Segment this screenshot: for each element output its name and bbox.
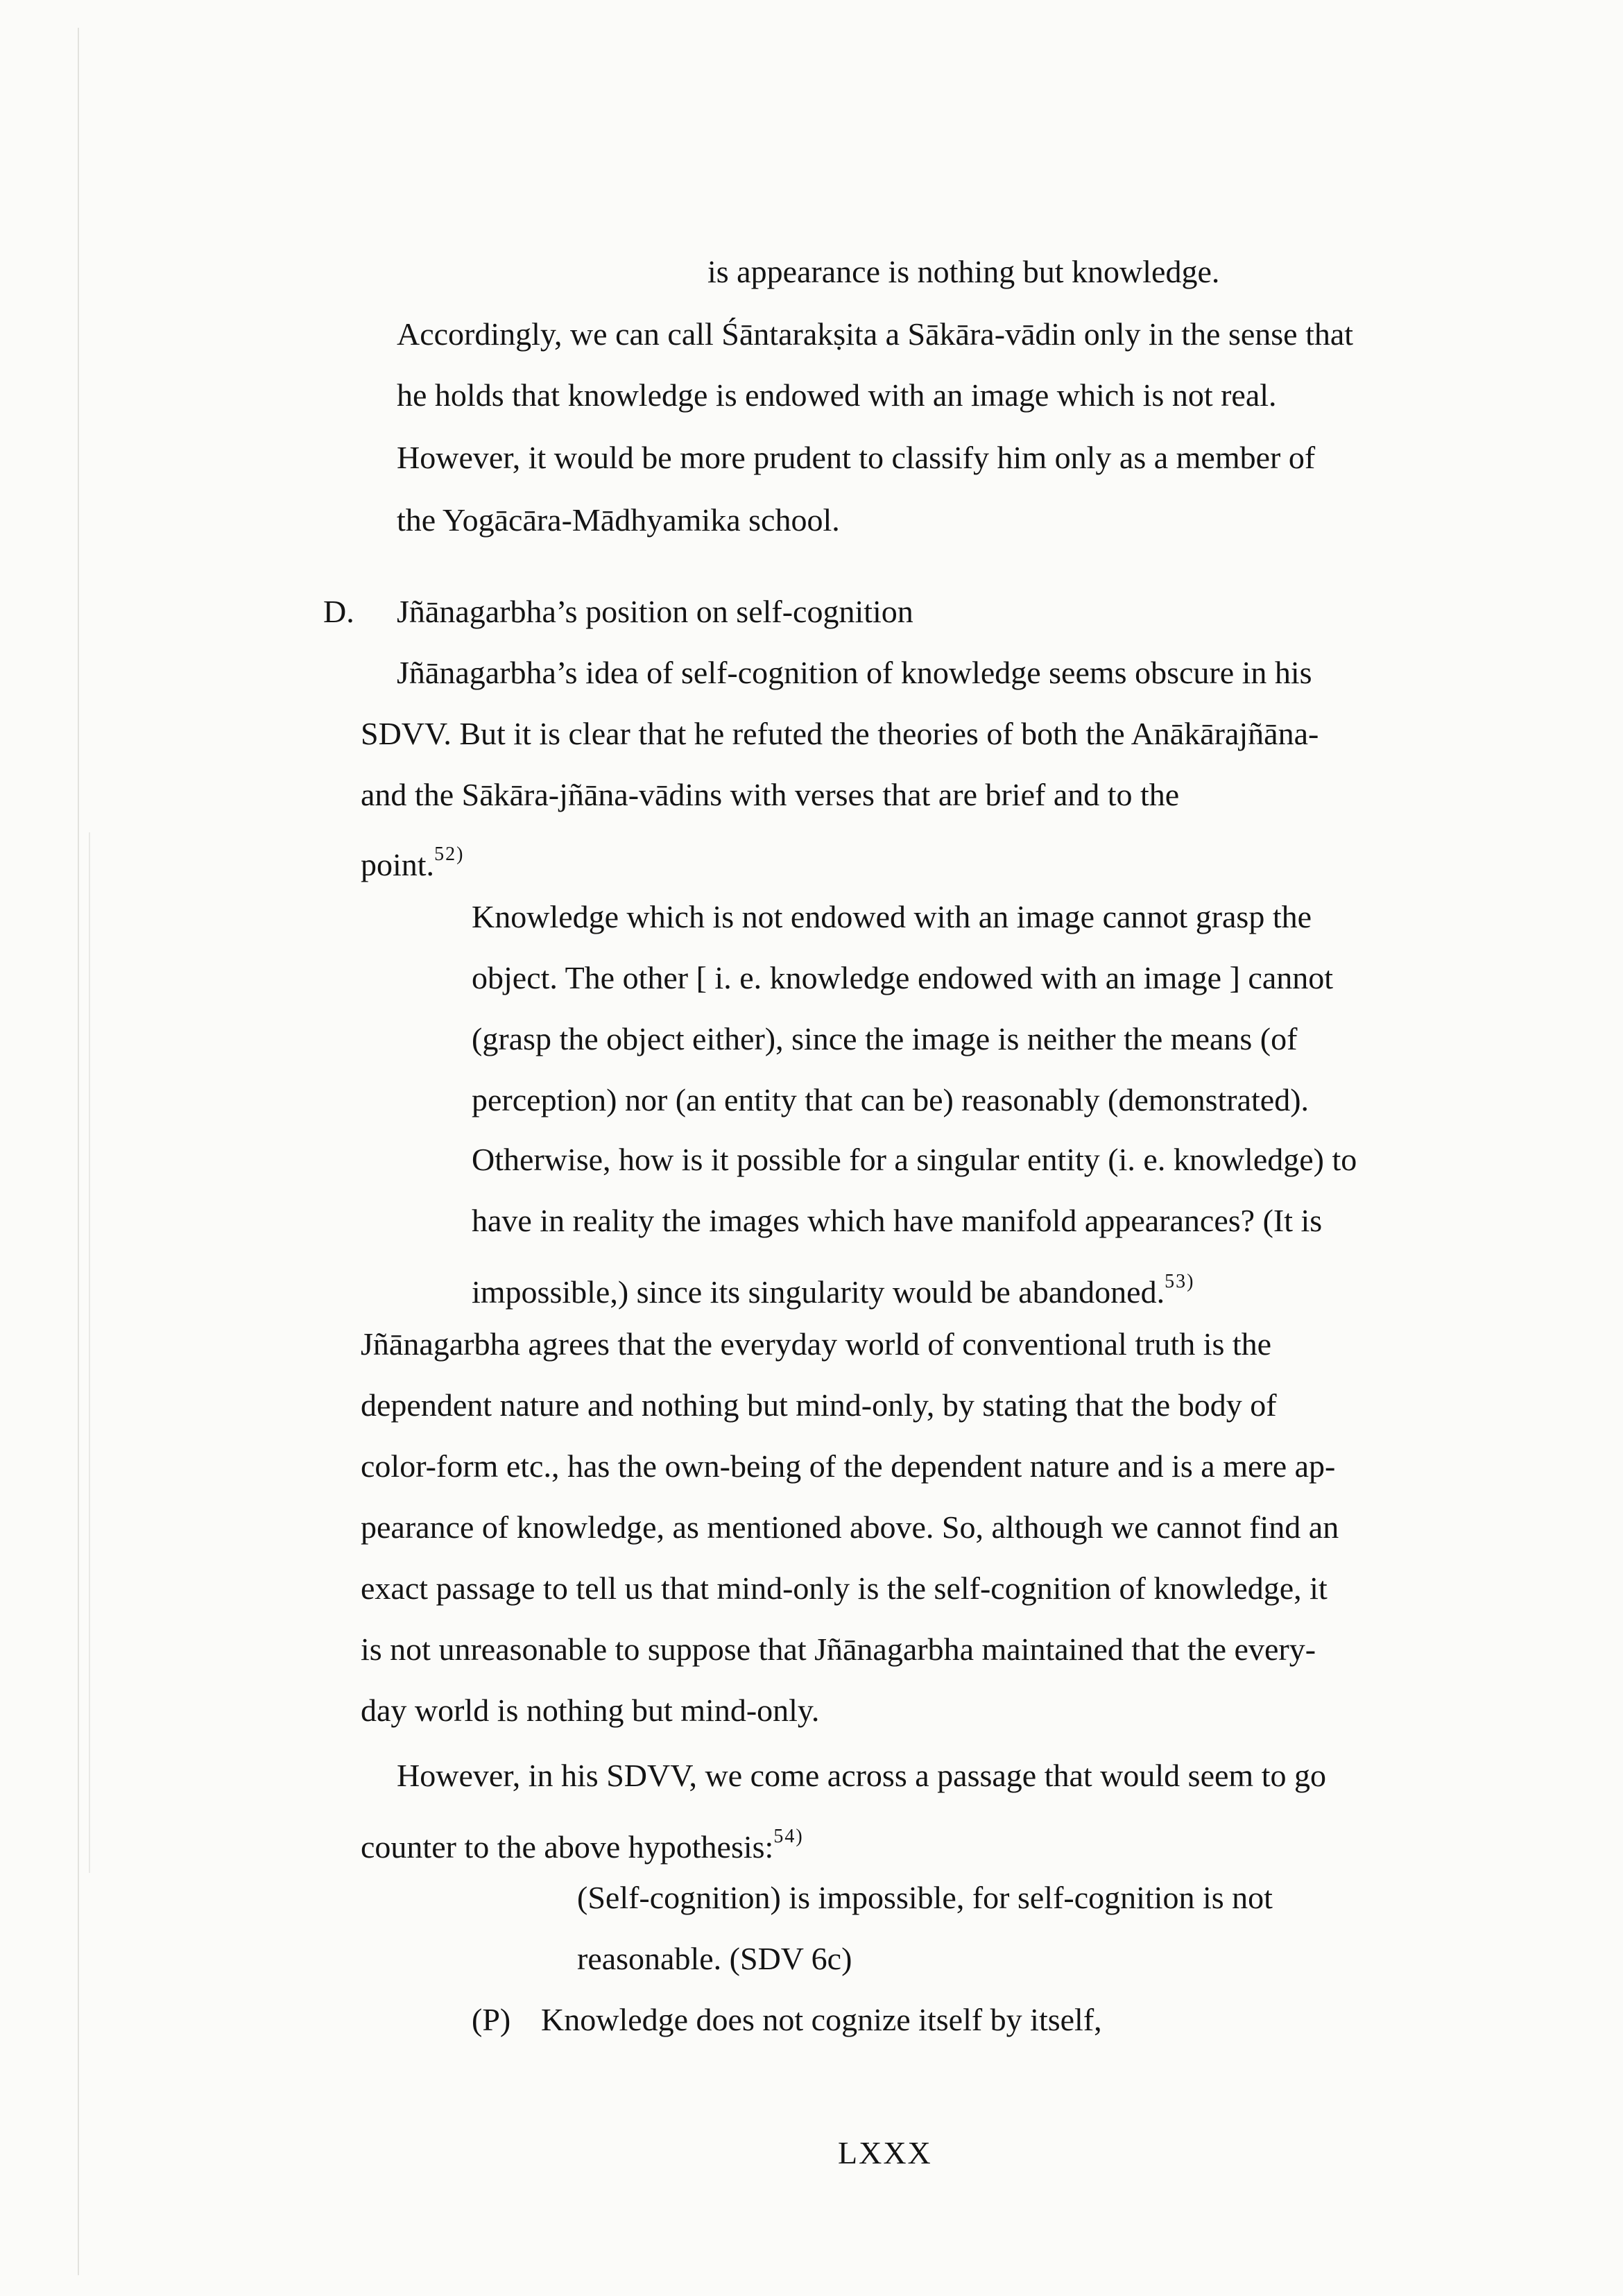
text-line: pearance of knowledge, as mentioned above. So, although we cannot find an	[361, 1509, 1339, 1545]
text-line	[361, 1816, 804, 1868]
text-line: color-form etc., has the own-being of the dependent nature and is a mere ap-	[361, 1448, 1336, 1484]
text-line: and the Sākāra-jñāna-vādins with verses that are brief and to the	[361, 777, 1180, 812]
proposition-text: Knowledge does not cognize itself by itself,	[541, 2002, 1102, 2037]
scan-margin-line	[89, 832, 90, 1873]
text-span: impossible,) since its singularity would be abandoned.	[472, 1274, 1165, 1310]
section-title: Jñānagarbha’s position on self-cognition	[397, 594, 913, 629]
quote-line	[472, 1261, 1194, 1313]
text-line: dependent nature and nothing but mind-only, by stating that the body of	[361, 1387, 1277, 1423]
verse-line: reasonable. (SDV 6c)	[577, 1941, 852, 1976]
text-line: SDVV. But it is clear that he refuted the theories of both the Anākārajñāna-	[361, 716, 1319, 751]
text-span: point.	[361, 847, 435, 882]
text-line: Jñānagarbha agrees that the everyday world of conventional truth is the	[361, 1326, 1272, 1362]
quote-line: object. The other [ i. e. knowledge endowed with an image ] cannot	[472, 960, 1334, 995]
page-number: LXXX	[838, 2135, 932, 2170]
quote-line: Otherwise, how is it possible for a singular entity (i. e. knowledge) to	[472, 1142, 1357, 1177]
text-line: is not unreasonable to suppose that Jñānagarbha maintained that the every-	[361, 1631, 1316, 1667]
quote-line: have in reality the images which have manifold appearances? (It is	[472, 1203, 1323, 1238]
section-letter: D.	[323, 594, 354, 629]
footnote-marker: 53)	[1165, 1271, 1195, 1292]
text-line: Accordingly, we can call Śāntarakṣita a Sākāra-vādin only in the sense that	[397, 316, 1354, 352]
text-span: counter to the above hypothesis:	[361, 1829, 774, 1865]
quote-line: perception) nor (an entity that can be) reasonably (demonstrated).	[472, 1082, 1309, 1117]
text-line: Jñānagarbha’s idea of self-cognition of knowledge seems obscure in his	[397, 655, 1312, 690]
text-line: he holds that knowledge is endowed with an image which is not real.	[397, 377, 1277, 413]
text-line: However, it would be more prudent to classify him only as a member of	[397, 440, 1316, 475]
text-line: day world is nothing but mind-only.	[361, 1693, 820, 1728]
continuation-line: is appearance is nothing but knowledge.	[707, 254, 1220, 289]
proposition-label: (P)	[472, 2002, 511, 2037]
text-line: exact passage to tell us that mind-only is the self-cognition of knowledge, it	[361, 1570, 1328, 1606]
text-line: the Yogācāra-Mādhyamika school.	[397, 502, 840, 538]
quote-line: Knowledge which is not endowed with an image cannot grasp the	[472, 899, 1312, 934]
text-line	[361, 834, 464, 886]
footnote-marker: 54)	[773, 1826, 804, 1847]
scan-margin-line	[78, 28, 79, 2275]
text-line: However, in his SDVV, we come across a passage that would seem to go	[397, 1758, 1326, 1793]
verse-line: (Self-cognition) is impossible, for self-cognition is not	[577, 1880, 1273, 1915]
quote-line: (grasp the object either), since the image is neither the means (of	[472, 1021, 1298, 1056]
footnote-marker: 52)	[434, 843, 465, 865]
